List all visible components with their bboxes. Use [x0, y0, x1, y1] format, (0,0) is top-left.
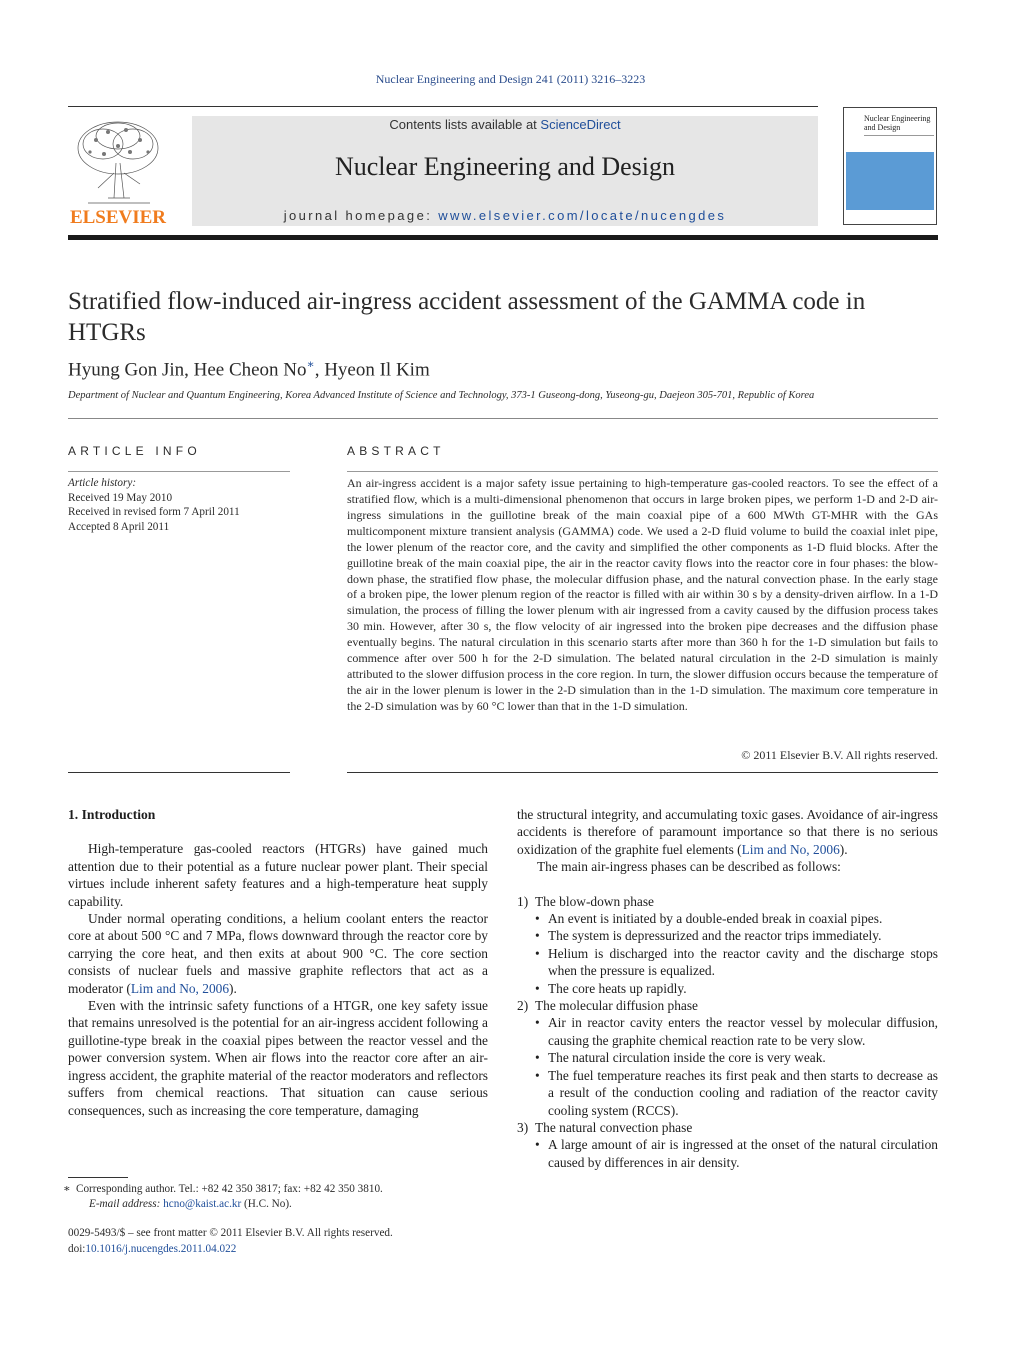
phase-bullets: [517, 1014, 938, 1118]
section-heading-introduction: 1. Introduction: [68, 807, 156, 822]
right-column: [517, 806, 938, 1171]
abstract-copyright: © 2011 Elsevier B.V. All rights reserved.: [741, 748, 938, 762]
author-list: [68, 357, 938, 381]
article-history: [68, 476, 290, 534]
issn-line: 0029-5493/$ – see front matter © 2011 Elsevier B.V. All rights reserved.: [68, 1227, 393, 1239]
intro-p2-end: ).: [229, 980, 237, 996]
intro-p2-text: Under normal operating conditions, a helium coolant enters the reactor core at about 500 °C and 7 MPa, flows downward through the reactor core by carrying the core heat, and then exits at about 900 °C. The core section consists of nuclear fuels and massive graphite reflectors that act as a moderator (: [68, 911, 488, 996]
right-p1-end: ).: [839, 841, 848, 857]
footnote-rule: [68, 1177, 128, 1178]
homepage-prefix: journal homepage:: [283, 208, 439, 223]
article-info-bottom-rule: [68, 772, 290, 773]
cover-image: [846, 152, 934, 210]
accepted-date: Accepted 8 April 2011: [68, 520, 170, 533]
abstract-text: An air-ingress accident is a major safety issue pertaining to high-temperature gas-cooled reactors. To see the effect of a stratified flow, which is a multi-dimensional phenomenon that occurs in large broken pipes, we perform 1-D and 2-D air-ingress simulations in the guillotine break of the main coaxial pipe of a 600 MWth GT-MHR with the GAs multicomponent mixture transient analysis (GAMMA) code. We used a 2-D fluid volume to build the coaxial inlet pipe, the lower plenum of the reactor core, and the cavity and simplified the other components as 1-D fluid blocks. After the guillotine break of the main coaxial pipe, the air in the reactor cavity flows into the reactor core in four phases: the blow-down phase, the stratified flow phase, the molecular diffusion phase, and the natural convection phase. In the early stage of a broken pipe, the lower plenum region of the reactor is filled with air within 30 s by a density-driven airflow. In a 1-D simulation, the process of filling the lower plenum with air ingressed from a cavity caused by the diffusion process takes 30 min. However, after 30 s, the flow velocity of air ingressed into the broken pipe decreases and the diffusion phase eventually begins. The natural circulation in this scenario starts after more than 360 h for the 1-D simulation but fails to commence after over 500 h for the 2-D simulation. The belated natural circulation in the 2-D simulation is mainly attributed to the slower diffusion process in the core region. In turn, the slower diffusion occurs because the temperature of the air in the lower plenum is lower in the 2-D simulation than in the 1-D simulation. The maximum core temperature in the 2-D simulation was by 60 °C lower than that in the 1-D simulation.: [347, 476, 938, 713]
phase-label: The blow-down phase: [535, 893, 654, 909]
received-date: Received 19 May 2010: [68, 491, 173, 504]
sciencedirect-link[interactable]: ScienceDirect: [540, 117, 621, 132]
intro-paragraph-1: High-temperature gas-cooled reactors (HTGRs) have gained much attention due to their potential as a future nuclear power plant. Their special virtues include inherent safety features and a high-temperature heat supply capability.: [68, 841, 488, 909]
front-matter: [68, 1226, 498, 1257]
email-link[interactable]: hcno@kaist.ac.kr: [163, 1197, 242, 1210]
journal-homepage: [192, 208, 818, 223]
citation-lim-no-2006-b[interactable]: Lim and No, 2006: [741, 841, 840, 857]
cover-title: Nuclear Engineering and Design: [864, 114, 931, 132]
journal-title: Nuclear Engineering and Design: [334, 152, 676, 181]
phase-bullet: • The natural circulation inside the core is very weak.: [548, 1049, 938, 1066]
phase-item: [517, 893, 938, 910]
phase-item: [517, 1119, 938, 1136]
left-column: [68, 806, 488, 1119]
author-affiliation: Department of Nuclear and Quantum Engineering, Korea Advanced Institute of Science and Technology, 373-1 Guseong-dong, Yuseong-gu, Daejeon 305-701, Republic of Korea: [68, 390, 815, 401]
phase-bullet: • An event is initiated by a double-ended break in coaxial pipes.: [548, 910, 938, 927]
phase-bullet: • The system is depressurized and the reactor trips immediately.: [548, 927, 938, 944]
header-rule: [68, 106, 818, 107]
cover-rule: [864, 135, 934, 139]
right-paragraph-1: [517, 806, 938, 858]
doi-line: [68, 1242, 498, 1258]
header-thick-rule: [68, 235, 938, 240]
contents-line: [192, 117, 818, 132]
revised-date: Received in revised form 7 April 2011: [68, 506, 240, 518]
phase-number: 2): [517, 998, 529, 1014]
phase-number: 3): [517, 1119, 529, 1135]
journal-reference[interactable]: Nuclear Engineering and Design 241 (2011) 3216–3223: [375, 72, 646, 86]
phase-label: The molecular diffusion phase: [535, 998, 698, 1014]
abstract-bottom-rule: [347, 772, 938, 773]
citation-lim-no-2006[interactable]: Lim and No, 2006: [130, 980, 230, 996]
footnote-contact: Corresponding author. Tel.: +82 42 350 3817; fax: +82 42 350 3810.: [76, 1183, 383, 1195]
email-suffix: (H.C. No).: [241, 1197, 292, 1210]
homepage-link[interactable]: www.elsevier.com/locate/nucengdes: [438, 208, 727, 223]
phase-item: [517, 997, 938, 1014]
phase-bullets: [517, 1136, 938, 1171]
corresponding-author-mark[interactable]: ∗: [306, 357, 315, 371]
email-line: [76, 1197, 496, 1212]
article-info-rule: [68, 471, 290, 472]
affiliation-rule: [68, 418, 938, 419]
footnote-mark: ∗: [63, 1183, 71, 1195]
email-label: E-mail address:: [89, 1197, 161, 1210]
article-info-heading: ARTICLE INFO: [68, 444, 201, 458]
journal-cover-thumbnail[interactable]: [843, 107, 937, 225]
right-p1-text: the structural integrity, and accumulating toxic gases. Avoidance of air-ingress accidents is therefore of paramount importance so that there is no serious oxidization of the graphite fuel elements (: [517, 807, 938, 857]
phase-bullet: • Helium is discharged into the reactor cavity and the discharge stops when the pressure is equalized.: [548, 945, 938, 980]
doi-link[interactable]: 10.1016/j.nucengdes.2011.04.022: [85, 1242, 237, 1255]
phase-bullet: • A large amount of air is ingressed at the onset of the natural circulation caused by differences in air density.: [548, 1136, 938, 1171]
authors-first: Hyung Gon Jin, Hee Cheon No: [68, 359, 307, 381]
phase-bullet: • Air in reactor cavity enters the reactor vessel by molecular diffusion, causing the graphite chemical reaction rate to be very slow.: [548, 1014, 938, 1049]
phase-number: 1): [517, 893, 529, 909]
doi-prefix: doi:: [68, 1242, 86, 1255]
abstract-heading: ABSTRACT: [347, 444, 445, 458]
history-label: Article history:: [68, 477, 137, 489]
abstract-rule: [347, 471, 938, 472]
contents-prefix: Contents lists available at: [389, 117, 541, 132]
article-title: Stratified flow-induced air-ingress accident assessment of the GAMMA code in HTGRs: [68, 288, 866, 346]
authors-last: , Hyeon Il Kim: [314, 359, 430, 381]
phase-bullet: • The fuel temperature reaches its first peak and then starts to decrease as a result of the conduction cooling and radiation of the reactor cavity cooling system (RCCS).: [548, 1067, 938, 1119]
phase-bullet: • The core heats up rapidly.: [548, 980, 938, 997]
phase-label: The natural convection phase: [535, 1119, 693, 1135]
intro-paragraph-3: Even with the intrinsic safety functions of a HTGR, one key safety issue that remains unresolved is the potential for an air-ingress accident following a guillotine-type break in the coaxial pipes between the reactor vessel and the power conversion system. When air flows into the reactor core after an air-ingress accident, the graphite material of the reactor moderators and reflectors suffers from chemical reactions. That situation can cause serious consequences, such as increasing the core temperature, damaging: [68, 998, 488, 1118]
air-ingress-phase-list: [517, 893, 938, 1172]
intro-paragraph-2: [68, 910, 488, 997]
footnote: [63, 1182, 496, 1211]
corresponding-author-note: [63, 1182, 496, 1197]
elsevier-wordmark: ELSEVIER: [69, 207, 167, 228]
phase-bullets: [517, 910, 938, 997]
right-paragraph-2: The main air-ingress phases can be described as follows:: [537, 859, 841, 875]
